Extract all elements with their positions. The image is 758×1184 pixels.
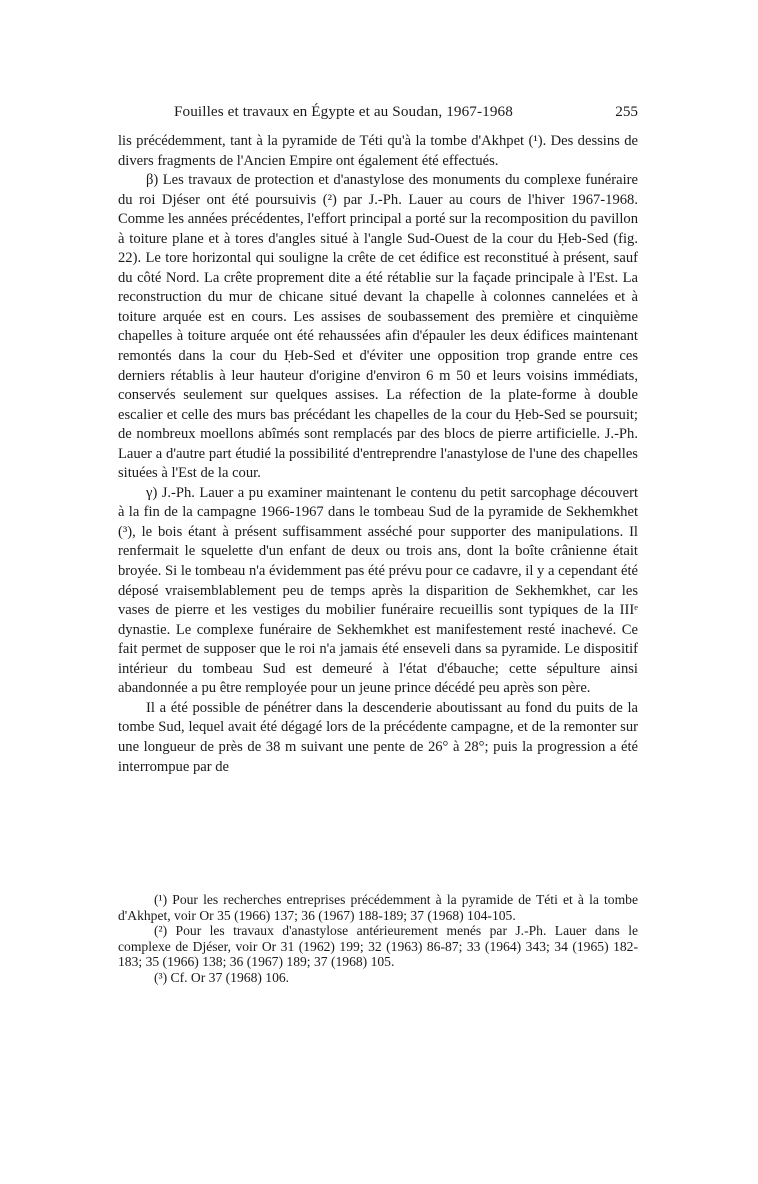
paragraph-1: lis précédemment, tant à la pyramide de Téti qu'à la tombe d'Akhpet (¹). Des dessins de divers fragments de l'Ancien Empire ont également été effectués. <box>118 133 638 169</box>
running-head-title: Fouilles et travaux en Égypte et au Soudan, 1967-1968 <box>174 103 513 120</box>
footnotes <box>118 892 638 986</box>
paragraph-gamma: γ) J.-Ph. Lauer a pu examiner maintenant le contenu du petit sarcophage découvert à la fin de la campagne 1966-1967 dans le tombeau Sud de la pyramide de Sekhemkhet (³), le bois étant à présent suffisamment asséché pour supporter des manipulations. Il renfermait le squelette d'un enfant de deux ou trois ans, dont la boîte crânienne était broyée. Si le tombeau n'a évidemment pas été prévu pour ce cadavre, il y a cependant été déposé vraisemblablement peu de temps après la disparition de Sekhemkhet, car les vases de pierre et les vestiges du mobilier funéraire recueillis sont typiques de la IIIᵉ dynastie. Le complexe funéraire de Sekhemkhet est manifestement resté inachevé. Ce fait permet de supposer que le roi n'a jamais été enseveli dans sa pyramide. Le dispositif intérieur du tombeau Sud est demeuré à l'état d'ébauche; cette sépulture ainsi abandonnée a pu être remployée pour un jeune prince décédé peu après son père. <box>118 484 638 697</box>
footnote-3: (³) Cf. Or 37 (1968) 106. <box>154 969 290 985</box>
page-number: 255 <box>615 103 638 120</box>
paragraph-beta: β) Les travaux de protection et d'anastylose des monuments du complexe funéraire du roi Djéser ont été poursuivis (²) par J.-Ph. Lauer au cours de l'hiver 1967-1968. Comme les années précédentes, l'effort principal a porté sur la recomposition du pavillon à toiture plane et à tores d'angles situé à l'angle Sud-Ouest de la cour du Ḥeb-Sed (fig. 22). Le tore horizontal qui souligne la crête de cet édifice est reconstitué à présent, sauf du côté Nord. La crête proprement dite a été rétablie sur la façade principale à l'Est. La reconstruction du mur de chicane situé devant la chapelle à colonnes cannelées et à toiture arquée est en cours. Les assises de soubassement des première et cinquième chapelles à toiture arquée ont été rehaussées afin d'épauler les deux édifices maintenant remontés dans la cour du Ḥeb-Sed et d'éviter une opposition trop grande entre ces derniers rétablis à leur hauteur d'origine d'environ 6 m 50 et leurs voisins immédiats, conservés seulement sur quelques assises. La réfection de la plate-forme à double escalier et celle des murs bas précédant les chapelles de la cour du Ḥeb-Sed se poursuit; de nombreux moellons abîmés sont remplacés par des blocs de pierre artificielle. J.-Ph. Lauer a d'autre part étudié la possibilité d'entreprendre l'anastylose de l'une des chapelles situées à l'Est de la cour. <box>118 172 638 482</box>
footnote-2: (²) Pour les travaux d'anastylose antérieurement menés par J.-Ph. Lauer dans le complexe de Djéser, voir Or 31 (1962) 199; 32 (1963) 86-87; 33 (1964) 343; 34 (1965) 182-183; 35 (1966) 138; 36 (1967) 189; 37 (1968) 105. <box>118 923 638 970</box>
footnote-1: (¹) Pour les recherches entreprises précédemment à la pyramide de Téti et à la tombe d'Akhpet, voir Or 35 (1966) 137; 36 (1967) 188-189; 37 (1968) 104-105. <box>118 892 638 923</box>
body-text <box>118 132 638 777</box>
paragraph-4: Il a été possible de pénétrer dans la descenderie aboutissant au fond du puits de la tombe Sud, lequel avait été dégagé lors de la précédente campagne, et de la remonter sur une longueur de près de 38 m suivant une pente de 26° à 28°; puis la progression a été interrompue par de <box>118 699 638 775</box>
